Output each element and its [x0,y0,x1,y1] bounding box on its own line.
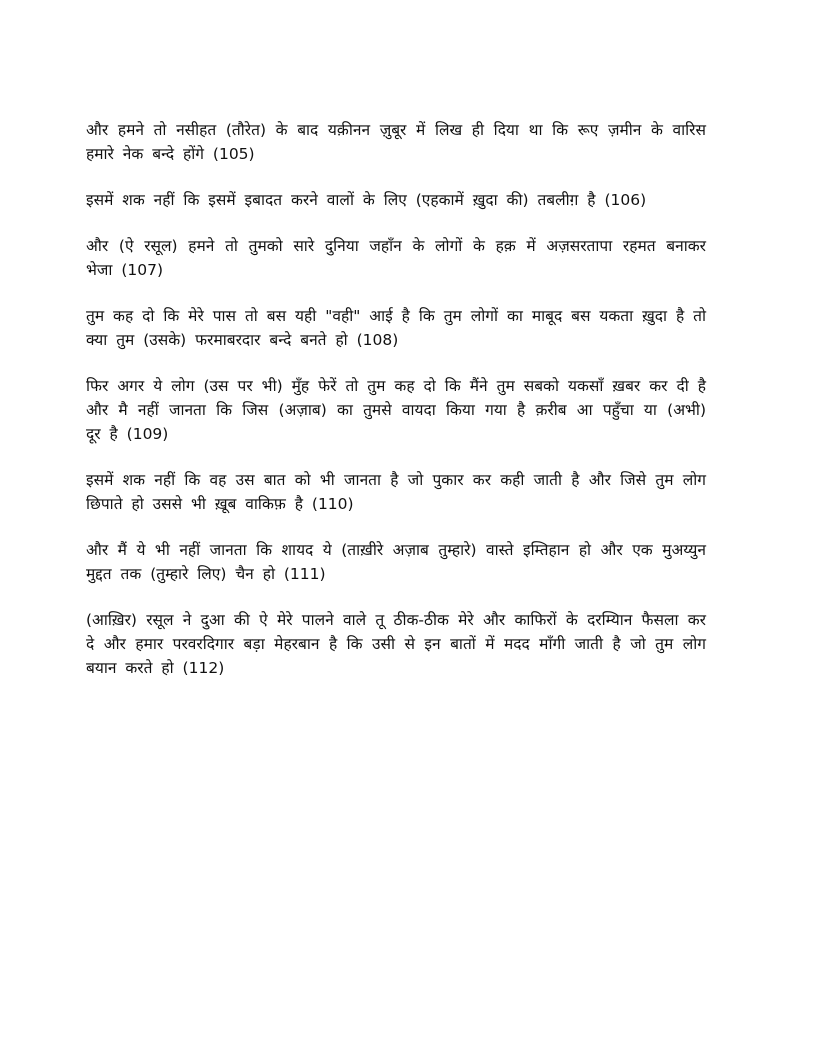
verse-110: इसमें शक नहीं कि वह उस बात को भी जानता है जो पुकार कर कही जाती है और जिसे तुम लोग छिपाते हो उससे भी ख़ूब वाकिफ़ है (110) [86,471,706,513]
verse-111: और मैं ये भी नहीं जानता कि शायद ये (ताख़ीरे अज़ाब तुम्हारे) वास्ते इम्तिहान हो और एक मुअय्युन मुद्दत तक (तुम्हारे लिए) चैन हो (111) [86,541,706,583]
verse-112: (आख़िर) रसूल ने दुआ की ऐ मेरे पालने वाले तू ठीक-ठीक मेरे और काफिरों के दरम्यिान फैसला कर दे और हमार परवरदिगार बड़ा मेहरबान है कि उसी से इन बातों में मदद माँगी जाती है जो तुम लोग बयान करते हो (112) [86,611,706,677]
verse-105: और हमने तो नसीहत (तौरेत) के बाद यक़ीनन ज़ुबूर में लिख ही दिया था कि रूए ज़मीन के वारिस हमारे नेक बन्दे होंगे (105) [86,121,706,163]
verse-107: और (ऐ रसूल) हमने तो तुमको सारे दुनिया जहाँन के लोगों के हक़ में अज़सरतापा रहमत बनाकर भेजा (107) [86,237,706,279]
document-page [86,118,706,702]
verse-109: फिर अगर ये लोग (उस पर भी) मुँह फेरें तो तुम कह दो कि मैंने तुम सबको यकसाँ ख़बर कर दी है और मै नहीं जानता कि जिस (अज़ाब) का तुमसे वायदा किया गया है क़रीब आ पहुँचा या (अभी) दूर है (109) [86,377,706,443]
verse-106: इसमें शक नहीं कि इसमें इबादत करने वालों के लिए (एहकामें ख़ुदा की) तबलीग़ है (106) [86,191,647,209]
verse-108: तुम कह दो कि मेरे पास तो बस यही "वही" आई है कि तुम लोगों का माबूद बस यकता ख़ुदा है तो क्या तुम (उसके) फरमाबरदार बन्दे बनते हो (108) [86,307,706,349]
